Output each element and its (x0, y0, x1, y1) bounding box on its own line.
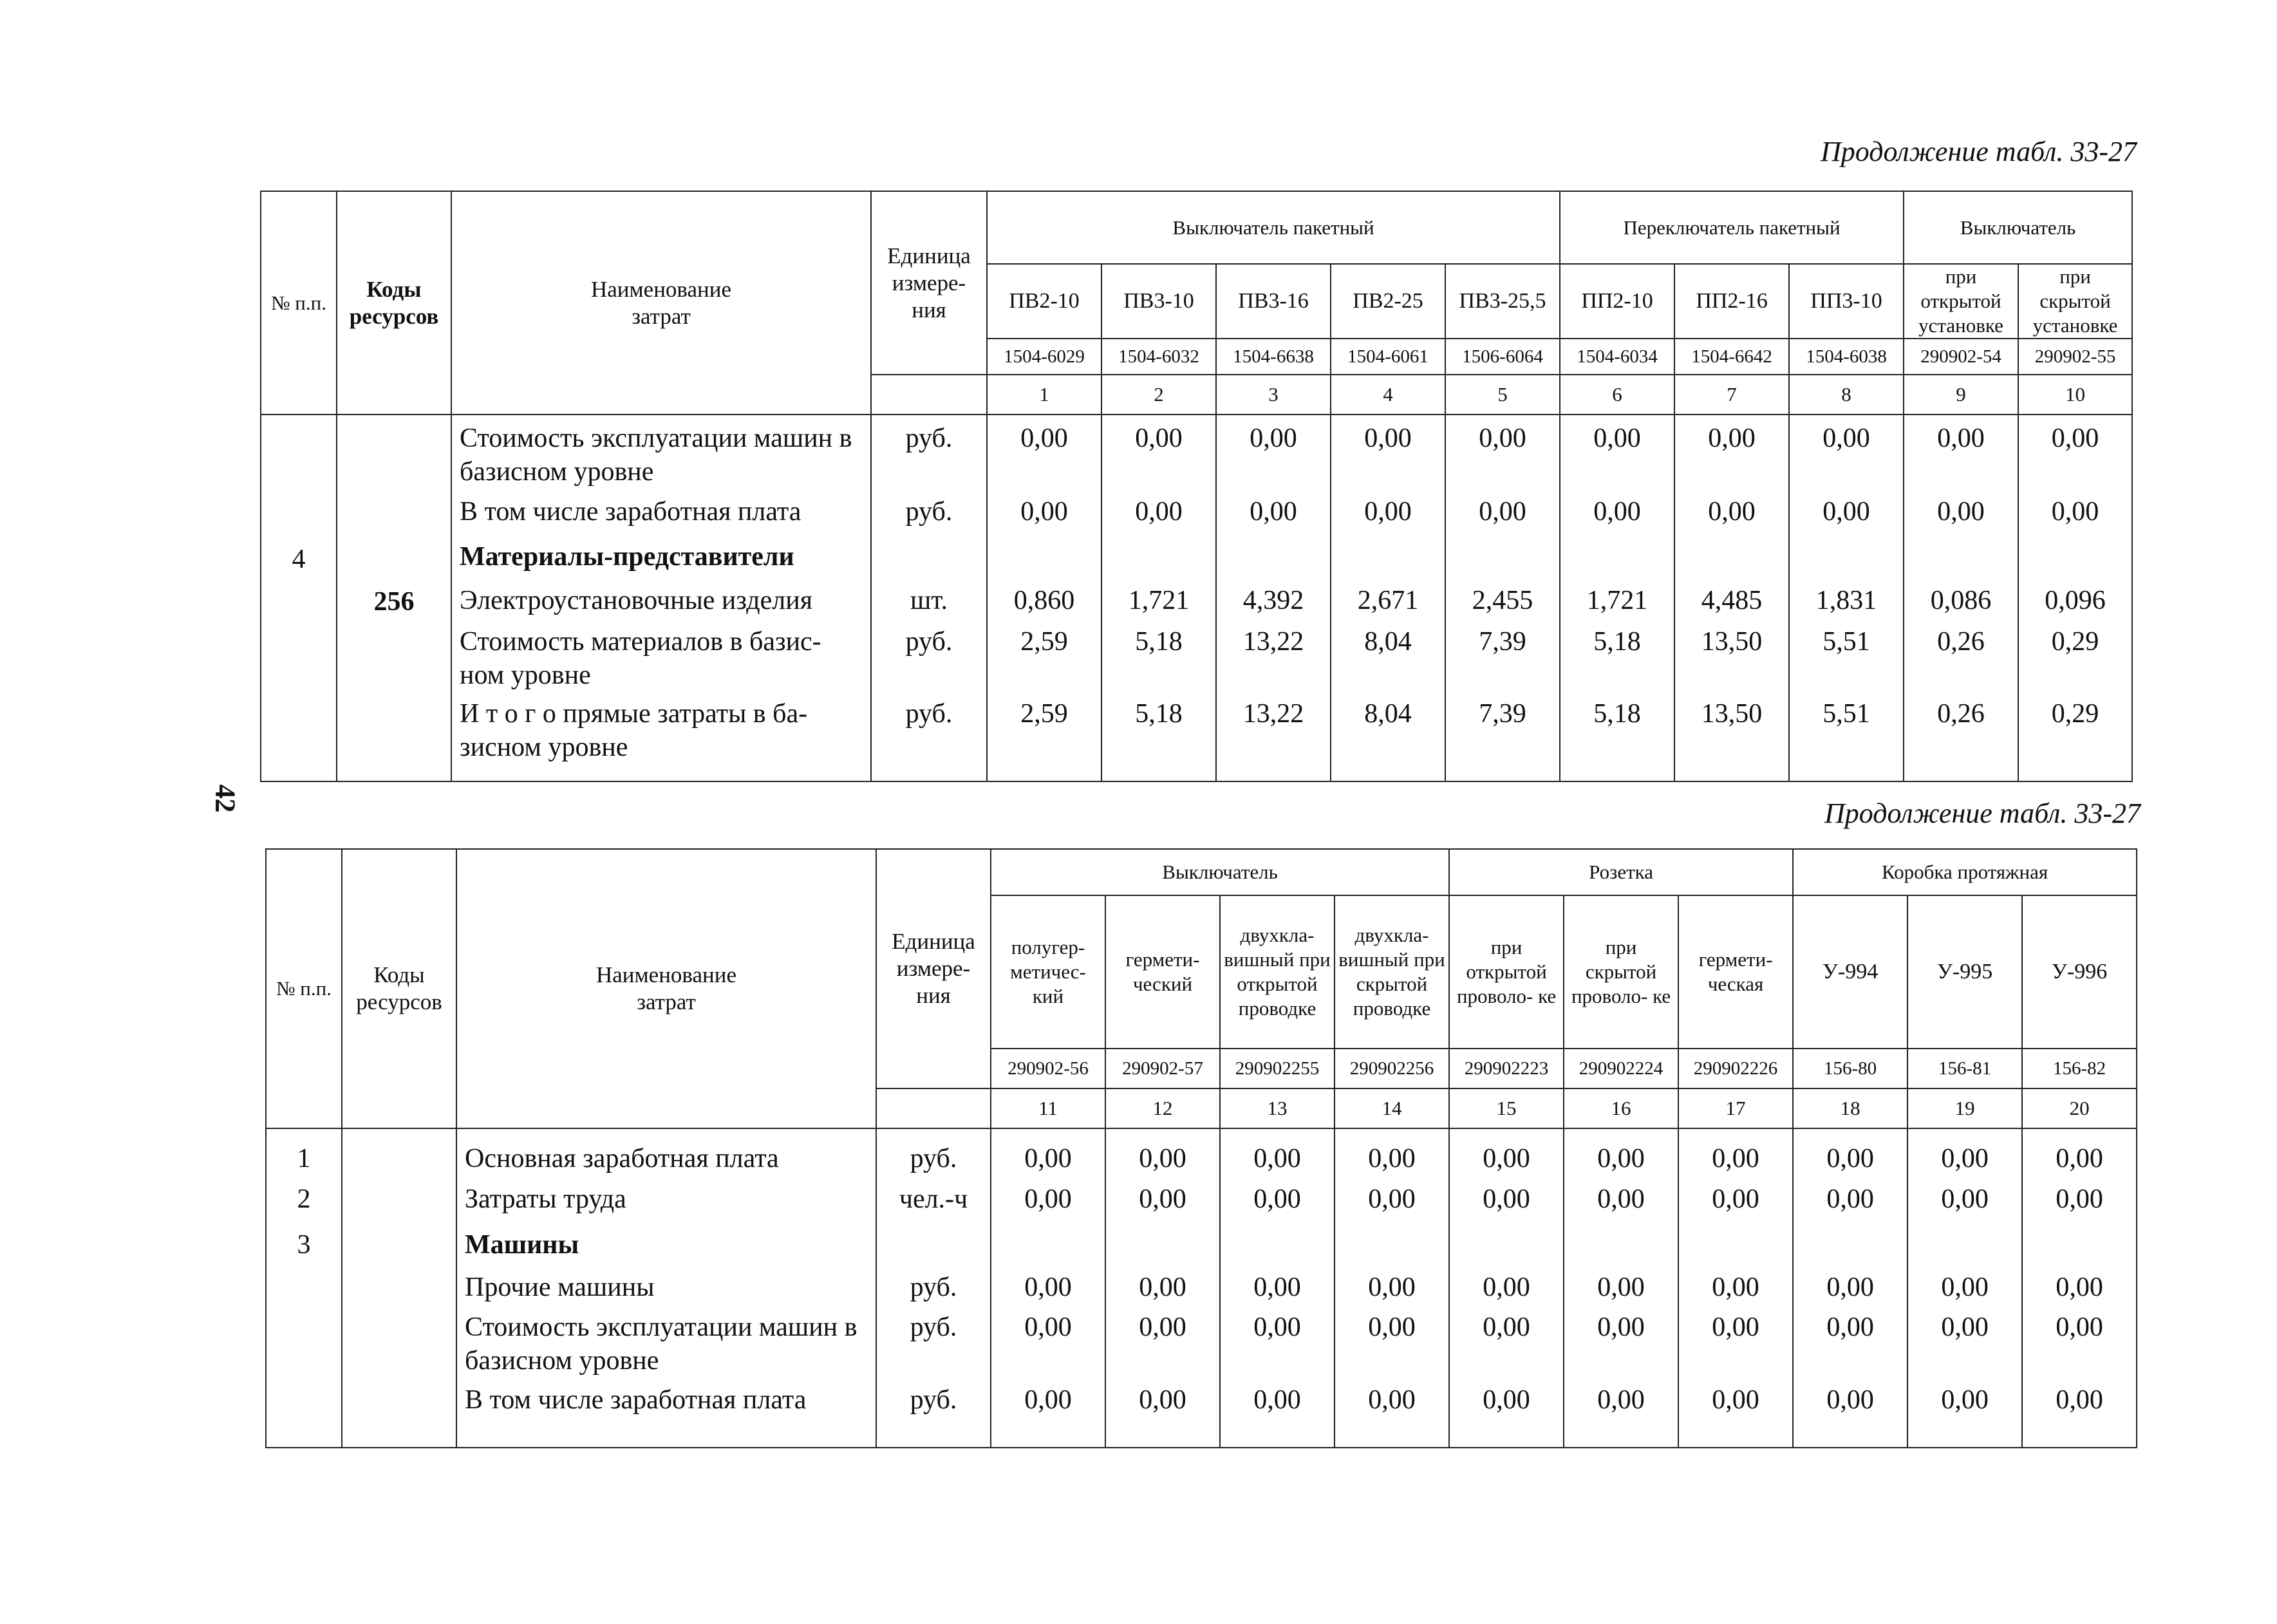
value-cell: 0,00 (1368, 1144, 1416, 1173)
value-cell: 0,00 (2051, 497, 2099, 527)
header-unit: Единица измере- ния (871, 191, 987, 375)
values-col (991, 1128, 1105, 1448)
page-number: 42 (209, 784, 241, 813)
value-cell: 0,00 (1937, 497, 1985, 527)
value-cell: 0,00 (2056, 1385, 2103, 1415)
resource-code: 290902255 (1220, 1049, 1335, 1088)
value-cell: 7,39 (1479, 627, 1526, 657)
value-cell: 0,00 (1483, 1385, 1530, 1415)
row-numbers-cell (266, 1128, 342, 1448)
model-u995: У-995 (1907, 895, 2022, 1049)
resource-code: 290902-54 (1904, 339, 2018, 375)
header-no: № п.п. (261, 191, 337, 415)
table1-body-row (261, 415, 2132, 781)
subheader-two-key-hidden: двухкла- вишный при скрытой проводке (1335, 895, 1449, 1049)
value-cell: 0,00 (1253, 1312, 1301, 1342)
value-cell: 0,00 (1024, 1385, 1072, 1415)
value-cell: 0,00 (1024, 1312, 1072, 1342)
column-number: 12 (1105, 1088, 1220, 1128)
units-cell (871, 415, 987, 781)
value-cell: 13,50 (1701, 699, 1763, 729)
row-number: 4 (292, 545, 306, 574)
row-number: 2 (297, 1184, 311, 1214)
model-8: ПП3-10 (1789, 264, 1904, 339)
resource-table-2 (265, 848, 2137, 1448)
value-cell: 0,00 (1368, 1273, 1416, 1302)
value-cell: 0,00 (1823, 424, 1870, 453)
subheader-hermetic-socket: гермети- ческая (1678, 895, 1793, 1049)
value-cell: 1,831 (1815, 586, 1877, 615)
value-cell: 0,00 (1712, 1273, 1759, 1302)
header-name: Наименование затрат (451, 191, 871, 415)
value-cell: 0,00 (1597, 1312, 1645, 1342)
value-cell: 0,00 (1253, 1385, 1301, 1415)
value-cell: 0,00 (1139, 1273, 1186, 1302)
unit: руб. (910, 1312, 957, 1342)
values-col (1789, 415, 1904, 781)
value-cell: 0,00 (1937, 424, 1985, 453)
values-col (1220, 1128, 1335, 1448)
cost-names-cell (456, 1128, 876, 1448)
value-cell: 0,29 (2051, 699, 2099, 729)
value-cell: 0,00 (2056, 1144, 2103, 1173)
value-cell: 8,04 (1364, 627, 1412, 657)
value-cell: 7,39 (1479, 699, 1526, 729)
values-col (1793, 1128, 1907, 1448)
model-7: ПП2-16 (1674, 264, 1789, 339)
value-cell: 0,00 (1826, 1385, 1874, 1415)
cost-name: Стоимость эксплуатации машин в базисном уровне (465, 1312, 857, 1376)
value-cell: 0,00 (1368, 1312, 1416, 1342)
value-cell: 5,18 (1135, 627, 1183, 657)
value-cell: 0,00 (1368, 1385, 1416, 1415)
value-cell: 0,860 (1013, 586, 1075, 615)
value-cell: 0,00 (1139, 1385, 1186, 1415)
value-cell: 0,00 (1364, 497, 1412, 527)
column-number: 18 (1793, 1088, 1907, 1128)
column-number: 9 (1904, 375, 2018, 415)
unit: руб. (905, 424, 953, 453)
model-2: ПВ3-10 (1101, 264, 1216, 339)
resource-code: 290902256 (1335, 1049, 1449, 1088)
model-5: ПВ3-25,5 (1445, 264, 1560, 339)
value-cell: 0,00 (1712, 1312, 1759, 1342)
value-cell: 0,00 (1020, 424, 1068, 453)
section-heading: Материалы-представители (460, 542, 794, 572)
value-cell: 0,00 (1479, 424, 1526, 453)
cost-name: В том числе заработная плата (465, 1385, 807, 1415)
resource-code: 290902-57 (1105, 1049, 1220, 1088)
cost-name: Стоимость материалов в базис- ном уровне (460, 627, 821, 690)
values-col (1216, 415, 1331, 781)
resource-table-1 (260, 191, 2133, 782)
values-col (2022, 1128, 2137, 1448)
value-cell: 0,00 (1826, 1144, 1874, 1173)
value-cell: 0,00 (1250, 424, 1297, 453)
values-col (1331, 415, 1445, 781)
column-number: 6 (1560, 375, 1674, 415)
value-cell: 0,00 (1135, 424, 1183, 453)
column-number: 19 (1907, 1088, 2022, 1128)
value-cell: 0,00 (1823, 497, 1870, 527)
resource-code: 156-80 (1793, 1049, 1907, 1088)
values-col (1904, 415, 2018, 781)
value-cell: 0,00 (1597, 1385, 1645, 1415)
row-number-cell (261, 415, 337, 781)
column-number: 17 (1678, 1088, 1793, 1128)
subheader-open-wiring: при открытой проволо- ке (1449, 895, 1564, 1049)
cost-name: Электроустановочные изделия (460, 586, 813, 615)
resource-code: 1504-6061 (1331, 339, 1445, 375)
value-cell: 1,721 (1586, 586, 1648, 615)
column-number: 13 (1220, 1088, 1335, 1128)
values-col (1564, 1128, 1678, 1448)
values-col (1445, 415, 1560, 781)
value-cell: 0,00 (1479, 497, 1526, 527)
value-cell: 0,00 (1708, 424, 1756, 453)
value-cell: 0,26 (1937, 627, 1985, 657)
values-col (1449, 1128, 1564, 1448)
value-cell: 2,59 (1020, 699, 1068, 729)
group-header-switch: Выключатель (991, 849, 1449, 895)
column-number: 10 (2018, 375, 2132, 415)
subheader-semi-hermetic: полугер- метичес- кий (991, 895, 1105, 1049)
model-3: ПВ3-16 (1216, 264, 1331, 339)
value-cell: 2,671 (1357, 586, 1419, 615)
value-cell: 0,00 (1135, 497, 1183, 527)
header-name: Наименование затрат (456, 849, 876, 1128)
values-col (1335, 1128, 1449, 1448)
column-number: 5 (1445, 375, 1560, 415)
unit: руб. (905, 627, 953, 657)
resource-code: 1506-6064 (1445, 339, 1560, 375)
group-header-junction-box (1793, 849, 2137, 895)
column-number: 15 (1449, 1088, 1564, 1128)
value-cell: 0,00 (1483, 1273, 1530, 1302)
model-u996: У-996 (2022, 895, 2137, 1049)
group-header-switch: Выключатель (1904, 191, 2132, 264)
units-cell (876, 1128, 991, 1448)
value-cell: 0,00 (1024, 1184, 1072, 1214)
table-caption-bottom: Продолжение табл. 33-27 (1824, 798, 2141, 829)
value-cell: 0,00 (1024, 1144, 1072, 1173)
unit: руб. (905, 699, 953, 729)
value-cell: 0,00 (1139, 1312, 1186, 1342)
value-cell: 0,00 (1597, 1273, 1645, 1302)
subheader-hidden-install: при скрытой установке (2018, 264, 2132, 339)
value-cell: 13,22 (1242, 627, 1304, 657)
model-1: ПВ2-10 (987, 264, 1101, 339)
value-cell: 0,00 (1024, 1273, 1072, 1302)
column-number: 20 (2022, 1088, 2137, 1128)
value-cell: 5,51 (1823, 699, 1870, 729)
values-col (1105, 1128, 1220, 1448)
group-header-switch-packet: Выключатель пакетный (987, 191, 1560, 264)
values-col (1560, 415, 1674, 781)
value-cell: 0,00 (2056, 1312, 2103, 1342)
subheader-open-install: при открытой установке (1904, 264, 2018, 339)
cost-name: Прочие машины (465, 1273, 655, 1302)
header-no: № п.п. (266, 849, 342, 1128)
value-cell: 0,00 (1253, 1144, 1301, 1173)
value-cell: 0,00 (1826, 1312, 1874, 1342)
value-cell: 4,392 (1242, 586, 1304, 615)
column-number: 11 (991, 1088, 1105, 1128)
model-u994: У-994 (1793, 895, 1907, 1049)
value-cell: 5,18 (1593, 699, 1641, 729)
group-header-changeover-packet: Переключатель пакетный (1560, 191, 1904, 264)
value-cell: 0,26 (1937, 699, 1985, 729)
resource-code: 290902226 (1678, 1049, 1793, 1088)
cost-name: Стоимость эксплуатации машин в базисном уровне (460, 424, 852, 487)
value-cell: 4,485 (1701, 586, 1763, 615)
unit: руб. (910, 1385, 957, 1415)
resource-code: 1504-6029 (987, 339, 1101, 375)
header-codes: Коды ресурсов (337, 191, 451, 415)
values-col (1678, 1128, 1793, 1448)
row-number: 1 (297, 1144, 311, 1173)
value-cell: 0,00 (1826, 1184, 1874, 1214)
row-number: 3 (297, 1230, 311, 1260)
values-col (1101, 415, 1216, 781)
value-cell: 0,00 (1253, 1184, 1301, 1214)
column-number: 3 (1216, 375, 1331, 415)
unit: руб. (910, 1144, 957, 1173)
column-number: 8 (1789, 375, 1904, 415)
cost-names-cell (451, 415, 871, 781)
cost-name: И т о г о прямые затраты в ба- зисном уровне (460, 699, 808, 762)
value-cell: 13,50 (1701, 627, 1763, 657)
value-cell: 2,59 (1020, 627, 1068, 657)
value-cell: 0,00 (1253, 1273, 1301, 1302)
value-cell: 0,00 (1941, 1273, 1989, 1302)
values-col (1907, 1128, 2022, 1448)
value-cell: 0,00 (1708, 497, 1756, 527)
header-unit-blank (871, 375, 987, 415)
value-cell: 5,18 (1593, 627, 1641, 657)
value-cell: 0,00 (1593, 497, 1641, 527)
cost-name: Затраты труда (465, 1184, 626, 1214)
table-caption-top: Продолжение табл. 33-27 (1821, 136, 2137, 167)
value-cell: 0,00 (1941, 1385, 1989, 1415)
value-cell: 0,00 (2051, 424, 2099, 453)
resource-code: 1504-6638 (1216, 339, 1331, 375)
value-cell: 1,721 (1128, 586, 1190, 615)
table2-body-row (266, 1128, 2137, 1448)
header-unit-blank (876, 1088, 991, 1128)
cost-name: В том числе заработная плата (460, 497, 801, 527)
value-cell: 0,00 (2056, 1184, 2103, 1214)
header-unit: Единица измере- ния (876, 849, 991, 1088)
value-cell: 0,00 (1250, 497, 1297, 527)
value-cell: 8,04 (1364, 699, 1412, 729)
cost-name: Основная заработная плата (465, 1144, 779, 1173)
values-col (2018, 415, 2132, 781)
column-number: 7 (1674, 375, 1789, 415)
value-cell: 5,51 (1823, 627, 1870, 657)
resource-code: 290902-56 (991, 1049, 1105, 1088)
resource-group-code: 256 (373, 587, 415, 617)
value-cell: 0,086 (1930, 586, 1992, 615)
resource-code-cell (337, 415, 451, 781)
resource-code-cell (342, 1128, 456, 1448)
value-cell: 0,00 (1483, 1144, 1530, 1173)
value-cell: 0,00 (1020, 497, 1068, 527)
values-col (987, 415, 1101, 781)
value-cell: 0,00 (1593, 424, 1641, 453)
value-cell: 0,00 (1139, 1184, 1186, 1214)
value-cell: 0,00 (1368, 1184, 1416, 1214)
value-cell: 2,455 (1472, 586, 1533, 615)
value-cell: 0,00 (1941, 1312, 1989, 1342)
column-number: 14 (1335, 1088, 1449, 1128)
value-cell: 5,18 (1135, 699, 1183, 729)
resource-code: 290902223 (1449, 1049, 1564, 1088)
value-cell: 0,00 (1597, 1144, 1645, 1173)
value-cell: 0,00 (1483, 1184, 1530, 1214)
column-number: 2 (1101, 375, 1216, 415)
values-col (1674, 415, 1789, 781)
resource-code: 1504-6032 (1101, 339, 1216, 375)
resource-code: 156-81 (1907, 1049, 2022, 1088)
model-6: ПП2-10 (1560, 264, 1674, 339)
unit: чел.-ч (899, 1184, 968, 1214)
unit: руб. (905, 497, 953, 527)
subheader-hidden-wiring: при скрытой проволо- ке (1564, 895, 1678, 1049)
value-cell: 0,00 (1364, 424, 1412, 453)
header-codes: Коды ресурсов (342, 849, 456, 1128)
value-cell: 0,00 (1712, 1144, 1759, 1173)
resource-code: 1504-6038 (1789, 339, 1904, 375)
value-cell: 0,096 (2045, 586, 2106, 615)
value-cell: 0,00 (1826, 1273, 1874, 1302)
unit: руб. (910, 1273, 957, 1302)
value-cell: 0,00 (1483, 1312, 1530, 1342)
group-header-socket: Розетка (1449, 849, 1793, 895)
value-cell: 0,00 (1139, 1144, 1186, 1173)
subheader-two-key-open: двухкла- вишный при открытой проводке (1220, 895, 1335, 1049)
group-header-junction-box-text: Коробка протяжная (1882, 861, 2048, 883)
unit: шт. (910, 586, 948, 615)
column-number: 16 (1564, 1088, 1678, 1128)
column-number: 4 (1331, 375, 1445, 415)
resource-code: 290902-55 (2018, 339, 2132, 375)
subheader-hermetic: гермети- ческий (1105, 895, 1220, 1049)
value-cell: 0,29 (2051, 627, 2099, 657)
resource-code: 290902224 (1564, 1049, 1678, 1088)
value-cell: 0,00 (2056, 1273, 2103, 1302)
value-cell: 0,00 (1712, 1184, 1759, 1214)
section-heading: Машины (465, 1230, 579, 1260)
value-cell: 13,22 (1242, 699, 1304, 729)
resource-code: 1504-6642 (1674, 339, 1789, 375)
resource-code: 1504-6034 (1560, 339, 1674, 375)
value-cell: 0,00 (1712, 1385, 1759, 1415)
resource-code: 156-82 (2022, 1049, 2137, 1088)
value-cell: 0,00 (1597, 1184, 1645, 1214)
column-number: 1 (987, 375, 1101, 415)
value-cell: 0,00 (1941, 1184, 1989, 1214)
value-cell: 0,00 (1941, 1144, 1989, 1173)
model-4: ПВ2-25 (1331, 264, 1445, 339)
